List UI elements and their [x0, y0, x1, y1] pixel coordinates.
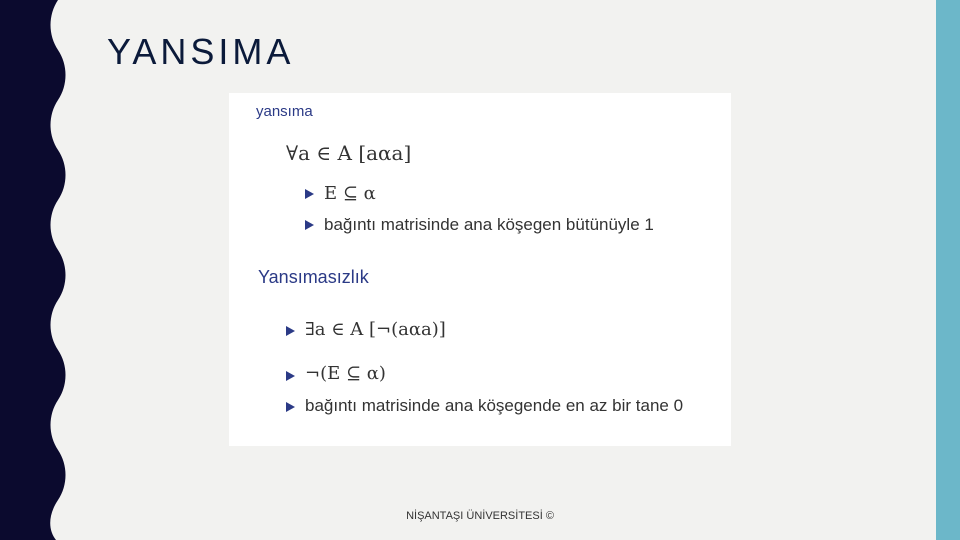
bullet-marker — [305, 220, 314, 230]
left-decorative-band — [0, 0, 80, 540]
section2-bullet-1: ∃a ∈ A [¬(aαa)] — [305, 319, 446, 340]
section1-bullet-2: bağıntı matrisinde ana köşegen bütünüyle 1 — [324, 215, 654, 234]
section1-bullet-1: E ⊆ α — [324, 183, 376, 204]
bullet-marker — [286, 402, 295, 412]
slide-footer: NİŞANTAŞI ÜNİVERSİTESİ © — [406, 510, 554, 522]
section2-bullet-3: bağıntı matrisinde ana köşegende en az bir tane 0 — [305, 396, 684, 415]
content-panel — [229, 93, 731, 446]
section2-bullet-2: ¬(E ⊆ α) — [305, 363, 386, 384]
section1-formula: ∀a ∈ A [aαa] — [286, 141, 412, 165]
right-accent-band — [936, 0, 960, 540]
bullet-marker — [305, 189, 314, 199]
section2-heading: Yansımasızlık — [258, 267, 369, 287]
slide-title: YANSIMA — [107, 31, 295, 72]
section1-heading: yansıma — [256, 103, 313, 120]
wavy-edge-shape — [0, 0, 66, 540]
bullet-marker — [286, 326, 295, 336]
bullet-marker — [286, 371, 295, 381]
